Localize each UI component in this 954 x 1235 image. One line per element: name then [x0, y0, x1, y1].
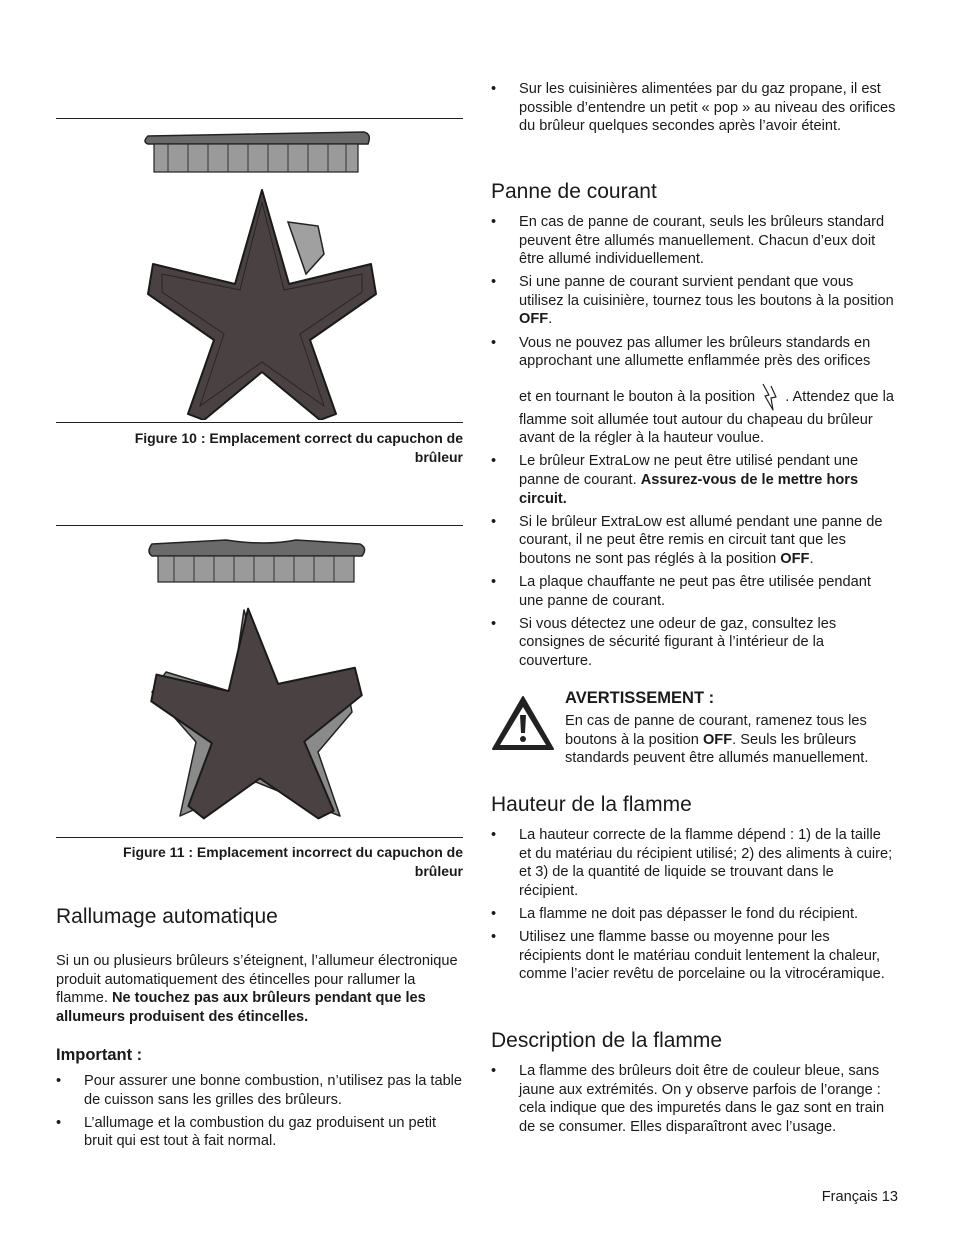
figure10-bottom-rule [56, 422, 463, 423]
figure10-top-rule [56, 118, 463, 119]
panne-heading: Panne de courant [491, 180, 657, 203]
list-item: • La hauteur correcte de la flamme dépend : 1) de la taille et du matériau du récipient utilisé; 2) des aliments à cuire; et 3) de la quantité de liquide se trouvant dans le récipient. [491, 826, 896, 900]
list-item [491, 513, 896, 569]
list-item [491, 273, 896, 329]
figure10-image [56, 124, 463, 420]
warning-text-b: . Seuls les brûleurs standards peuvent être allumés manuellement. [565, 731, 869, 767]
hauteur-heading: Hauteur de la flamme [491, 793, 692, 816]
panne-item3-text-b: et en tournant le bouton à la position [519, 388, 756, 405]
list-item: • La plaque chauffante ne peut pas être utilisée pendant une panne de courant. [491, 573, 896, 610]
rallumage-heading: Rallumage automatique [56, 905, 278, 928]
list-item: • Pour assurer une bonne combustion, n’utilisez pas la table de cuisson sans les grilles des brûleurs. [56, 1072, 463, 1109]
list-item [491, 334, 896, 448]
list-item: • L’allumage et la combustion du gaz produisent un petit bruit qui est tout à fait normal. [56, 1114, 463, 1151]
spark-ignition-icon [761, 383, 779, 411]
warning-text-a: En cas de panne de courant, ramenez tous les boutons à la position [565, 713, 867, 748]
panne-item5-text: Si le brûleur ExtraLow est allumé pendant une panne de courant, il ne peut être remis en circuit tant que les boutons ne sont pas réglés à la position [519, 513, 883, 567]
warning-text [565, 712, 895, 768]
page-number: Français 13 [821, 1189, 898, 1205]
figure11-caption-line2: brûleur [414, 863, 463, 879]
panne-item2-text: Si une panne de courant survient pendant que vous utilisez la cuisinière, tournez tous les boutons à la position [519, 274, 894, 309]
important-heading: Important : [56, 1046, 143, 1064]
panne-item3-text-c: . Attendez que la flamme soit allumée tout autour du chapeau du brûleur avant de la régler à la hauteur voulue. [519, 388, 894, 447]
rallumage-bold-text: Ne touchez pas aux brûleurs pendant que les allumeurs produisent des étincelles. [56, 990, 426, 1025]
description-heading: Description de la flamme [491, 1029, 723, 1052]
figure11-caption [56, 843, 463, 881]
list-item: • La flamme des brûleurs doit être de couleur bleue, sans jaune aux extrémités. On y observe parfois de l’orange : cela indique que des impuretés dans le gaz sont en train de se consumer. Elles disparaîtront avec l’usage. [491, 1062, 896, 1136]
rallumage-text: Si un ou plusieurs brûleurs s’éteignent, l’allumeur électronique produit automatiquement des étincelles pour rallumer la flamme. [56, 953, 458, 1007]
figure11-image [56, 532, 463, 828]
figure11-top-rule [56, 525, 463, 526]
rallumage-paragraph [56, 952, 463, 1026]
list-item: • Utilisez une flamme basse ou moyenne pour les récipients dont le matériau conduit lentement la chaleur, comme l’acier revêtu de porcelaine ou la vitrocéramique. [491, 928, 896, 984]
panne-item5-end: . [809, 550, 814, 567]
panne-item5-bold: OFF [780, 550, 810, 567]
list-item: • La flamme ne doit pas dépasser le fond du récipient. [491, 905, 896, 924]
panne-list [491, 213, 896, 675]
figure10-caption-line2: brûleur [414, 449, 463, 465]
list-item: • Sur les cuisinières alimentées par du gaz propane, il est possible d’entendre un petit « pop » au niveau des orifices du brûleur quelques secondes après l’avoir éteint. [491, 80, 896, 136]
figure11-bottom-rule [56, 837, 463, 838]
important-list [56, 1072, 463, 1155]
panne-item4-text: Le brûleur ExtraLow ne peut être utilisé pendant une panne de courant. [519, 453, 859, 489]
list-item: • Si vous détectez une odeur de gaz, consultez les consignes de sécurité figurant à l’intérieur de la couverture. [491, 615, 896, 671]
hauteur-list [491, 826, 896, 988]
figure10-caption [56, 429, 463, 467]
list-item: • En cas de panne de courant, seuls les brûleurs standard peuvent être allumés manuellement. Chacun d’eux doit être allumé individuellement. [491, 213, 896, 269]
warning-text-bold: OFF [702, 731, 733, 748]
list-item [491, 452, 896, 508]
panne-item2-bold: OFF [519, 311, 549, 328]
panne-item2-end: . [548, 311, 553, 328]
panne-item4-bold: Assurez-vous de le mettre hors circuit. [519, 472, 859, 507]
description-list [491, 1062, 896, 1141]
propane-list [491, 80, 896, 140]
figure11-caption-line1: Figure 11 : Emplacement incorrect du capuchon de [123, 844, 463, 860]
warning-title: AVERTISSEMENT : [565, 689, 715, 707]
panne-item3-text-a: Vous ne pouvez pas allumer les brûleurs standards en approchant une allumette enflammée près des orifices [519, 334, 871, 370]
figure10-caption-line1: Figure 10 : Emplacement correct du capuchon de [134, 430, 463, 446]
warning-triangle-icon [491, 695, 555, 751]
